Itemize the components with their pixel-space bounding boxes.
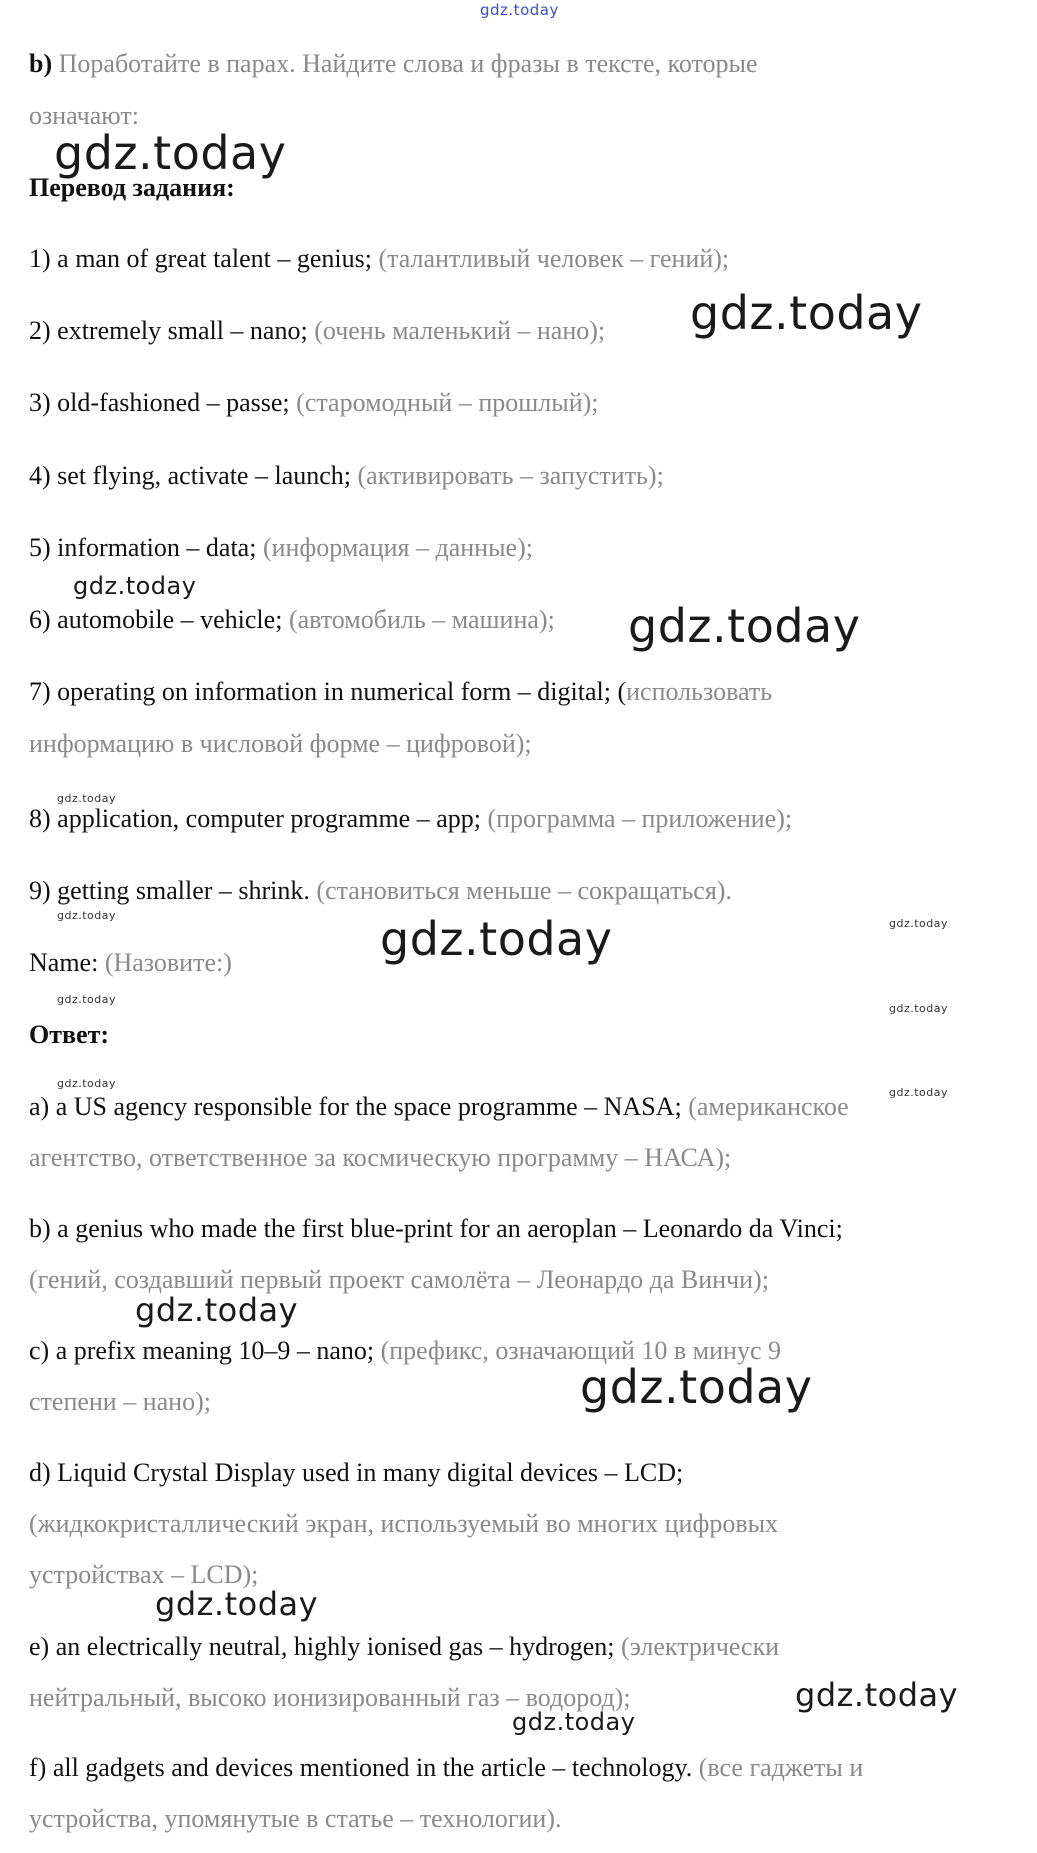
item-en: 9) getting smaller – shrink.	[29, 876, 317, 905]
watermark: gdz.today	[57, 792, 117, 805]
item-ru: (информация – данные);	[262, 533, 533, 562]
list-item	[29, 676, 772, 708]
answer-en: e) an electrically neutral, highly ionised gas – hydrogen;	[29, 1632, 622, 1661]
watermark: gdz.today	[54, 126, 287, 180]
answer-ru-cont: устройствах – LCD);	[29, 1560, 259, 1589]
watermark: gdz.today	[889, 917, 949, 930]
answer-ru: (американское	[688, 1092, 849, 1121]
answer-ru-cont: (жидкокристаллический экран, используемый во многих цифровых	[29, 1509, 779, 1538]
list-item	[29, 243, 729, 275]
item-en: 8) application, computer programme – app;	[29, 804, 488, 833]
answer-en: a) a US agency responsible for the space programme – NASA;	[29, 1092, 689, 1121]
item-en: 3) old-fashioned – passe;	[29, 388, 297, 417]
header-watermark: gdz.today	[480, 1, 559, 19]
watermark: gdz.today	[795, 1676, 959, 1714]
answer-ru-cont: устройства, упомянутые в статье – технологии).	[29, 1804, 562, 1833]
list-item	[29, 803, 792, 835]
answer-ru-cont: степени – нано);	[29, 1387, 211, 1416]
answer-en: c) a prefix meaning 10–9 – nano;	[29, 1336, 381, 1365]
answer-heading: Ответ:	[29, 1020, 110, 1049]
item-en: 6) automobile – vehicle;	[29, 605, 289, 634]
task-text-1: Поработайте в парах. Найдите слова и фразы в тексте, которые	[52, 49, 758, 78]
item-ru: использовать	[626, 677, 773, 706]
item-ru: (программа – приложение);	[487, 804, 793, 833]
list-item	[29, 532, 533, 564]
answer-en: d) Liquid Crystal Display used in many digital devices – LCD;	[29, 1458, 684, 1487]
list-item	[29, 460, 664, 492]
item-ru-cont: информацию в числовой форме – цифровой);	[29, 729, 532, 758]
name-ru: (Назовите:)	[104, 948, 232, 977]
answer-ru: (префикс, означающий 10 в минус 9	[380, 1336, 781, 1365]
watermark: gdz.today	[512, 1708, 636, 1736]
list-item	[29, 315, 605, 347]
item-en: 4) set flying, activate – launch;	[29, 461, 358, 490]
item-ru: (автомобиль – машина);	[288, 605, 555, 634]
name-task	[29, 947, 232, 979]
list-item	[29, 387, 599, 419]
watermark: gdz.today	[580, 1360, 813, 1414]
answer-ru: (электрически	[621, 1632, 780, 1661]
item-en: 5) information – data;	[29, 533, 263, 562]
item-ru: (активировать – запустить);	[357, 461, 664, 490]
watermark: gdz.today	[628, 599, 861, 653]
answer-en: f) all gadgets and devices mentioned in the article – technology.	[29, 1753, 699, 1782]
task-label: b)	[29, 49, 53, 78]
watermark: gdz.today	[155, 1585, 319, 1623]
watermark: gdz.today	[73, 572, 197, 600]
answer-en: b) a genius who made the first blue-print for an aeroplan – Leonardo da Vinci;	[29, 1214, 843, 1243]
item-ru: (очень маленький – нано);	[314, 316, 606, 345]
watermark: gdz.today	[889, 1086, 949, 1099]
watermark: gdz.today	[135, 1291, 299, 1329]
answer-item	[29, 1091, 849, 1123]
answer-item	[29, 1631, 779, 1663]
task-text-2: означают:	[29, 101, 139, 130]
answer-ru-cont: (гений, создавший первый проект самолёта – Леонардо да Винчи);	[29, 1265, 769, 1294]
item-en: 1) a man of great talent – genius;	[29, 244, 379, 273]
translation-heading: Перевод задания:	[29, 173, 235, 202]
watermark: gdz.today	[889, 1002, 949, 1015]
watermark: gdz.today	[57, 1077, 117, 1090]
answer-ru-cont: агентство, ответственное за космическую программу – НАСА);	[29, 1143, 732, 1172]
answer-item	[29, 1213, 843, 1245]
answer-ru-cont: нейтральный, высоко ионизированный газ – водород);	[29, 1683, 631, 1712]
watermark: gdz.today	[57, 993, 117, 1006]
answer-item	[29, 1752, 863, 1784]
task-line-1	[29, 48, 758, 80]
watermark: gdz.today	[380, 912, 613, 966]
watermark: gdz.today	[690, 286, 923, 340]
item-en: 7) operating on information in numerical form – digital; (	[29, 677, 627, 706]
item-ru: (талантливый человек – гений);	[378, 244, 730, 273]
watermark: gdz.today	[57, 909, 117, 922]
item-ru: (становиться меньше – сокращаться).	[316, 876, 732, 905]
list-item	[29, 604, 555, 636]
name-en: Name:	[29, 948, 105, 977]
answer-ru: (все гаджеты и	[698, 1753, 864, 1782]
item-ru: (старомодный – прошлый);	[296, 388, 599, 417]
answer-item	[29, 1457, 683, 1489]
item-en: 2) extremely small – nano;	[29, 316, 315, 345]
list-item	[29, 875, 732, 907]
